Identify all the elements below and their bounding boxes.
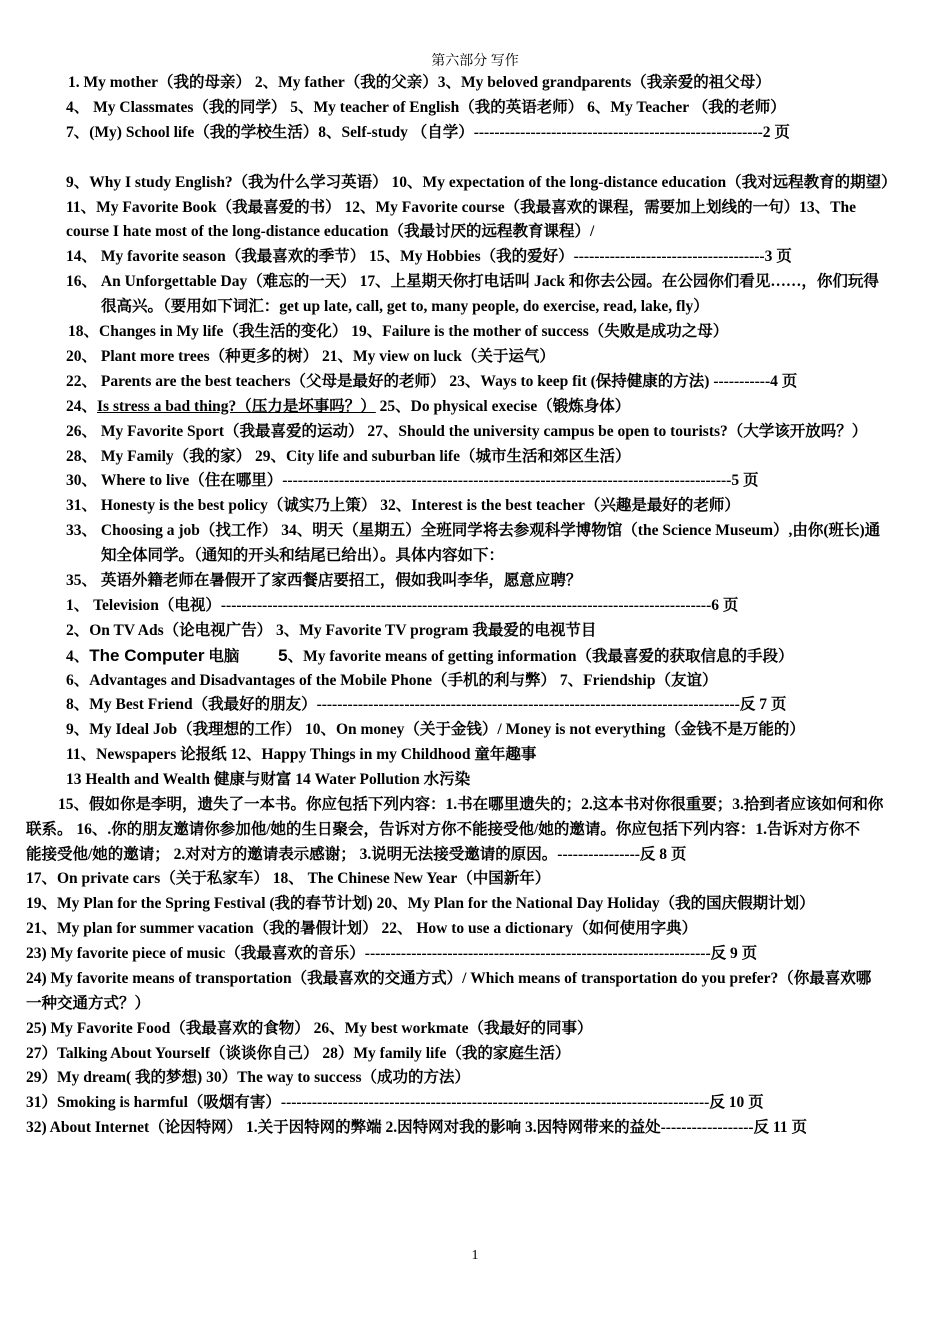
- text-line: 18、Changes in My life（我生活的变化） 19、Failure is the mother of success（失败是成功之母）: [68, 323, 729, 340]
- section-title: 第六部分 写作: [431, 54, 519, 69]
- text-line: 9、Why I study English?（我为什么学习英语） 10、My expectation of the long-distance education（我对远程教育的期望）: [66, 174, 897, 191]
- text-line: 23) My favorite piece of music（我最喜欢的音乐）-------------------------------------------------------------------反 9 页: [26, 945, 758, 962]
- text-line: 28、 My Family（我的家） 29、City life and suburban life（城市生活和郊区生活）: [66, 448, 631, 465]
- text-line: 16、 An Unforgettable Day（难忘的一天） 17、上星期天你打电话叫 Jack 和你去公园。在公园你们看见……，你们玩得: [66, 273, 879, 290]
- text-segment: The Computer: [89, 646, 205, 665]
- text-line: 30、 Where to live（住在哪里）---------------------------------------------------------------------------------------5 页: [66, 472, 759, 489]
- text-segment: 25、Do physical execise（锻炼身体）: [375, 398, 631, 415]
- text-line: [66, 646, 793, 667]
- text-line: 4、 My Classmates（我的同学） 5、My teacher of English（我的英语老师） 6、My Teacher （我的老师）: [66, 99, 786, 116]
- text-line: 7、(My) School life（我的学校生活）8、Self-study （自学）--------------------------------------------------------2 页: [66, 124, 790, 141]
- text-line: 29）My dream( 我的梦想) 30）The way to success（成功的方法）: [26, 1069, 471, 1086]
- page-number: 1: [471, 1248, 479, 1263]
- text-line: 9、My Ideal Job（我理想的工作） 10、On money（关于金钱）/ Money is not everything（金钱不是万能的）: [66, 721, 805, 738]
- text-line: 11、Newspapers 论报纸 12、Happy Things in my Childhood 童年趣事: [66, 746, 537, 763]
- text-line: 31）Smoking is harmful（吸烟有害）-----------------------------------------------------------------------------------反 10 页: [26, 1094, 764, 1111]
- text-line: 33、 Choosing a job（找工作） 34、明天（星期五）全班同学将去参观科学博物馆（the Science Museum）,由你(班长)通: [66, 522, 881, 539]
- text-segment: 、My favorite means of getting information（我最喜爱的获取信息的手段）: [287, 648, 794, 665]
- text-line: 27）Talking About Yourself（谈谈你自己） 28）My family life（我的家庭生活）: [26, 1045, 571, 1062]
- text-line: 31、 Honesty is the best policy（诚实乃上策） 32、Interest is the best teacher（兴趣是最好的老师）: [66, 497, 740, 514]
- underlined-text: Is stress a bad thing?（压力是坏事吗？）: [97, 398, 376, 415]
- text-line: 14、 My favorite season（我最喜欢的季节） 15、My Hobbies（我的爱好）-------------------------------------3 页: [66, 248, 792, 265]
- text-line: 13 Health and Wealth 健康与财富 14 Water Pollution 水污染: [66, 771, 471, 788]
- text-line: 19、My Plan for the Spring Festival (我的春节计划) 20、My Plan for the National Day Holiday（我的国庆假期计划）: [26, 895, 815, 912]
- text-line: 20、 Plant more trees（种更多的树） 21、My view on luck（关于运气）: [66, 348, 555, 365]
- text-line: 21、My plan for summer vacation（我的暑假计划） 22、 How to use a dictionary（如何使用字典）: [26, 920, 698, 937]
- text-segment: 电脑: [204, 648, 279, 665]
- text-segment: 5: [278, 646, 288, 665]
- text-line: 1、 Television（电视）-----------------------------------------------------------------------------------------------6 页: [66, 597, 739, 614]
- text-line: 6、Advantages and Disadvantages of the Mobile Phone（手机的利与弊） 7、Friendship（友谊）: [66, 672, 718, 689]
- text-line: 能接受他/她的邀请； 2.对对方的邀请表示感谢； 3.说明无法接受邀请的原因。----------------反 8 页: [26, 846, 687, 863]
- text-line: 24) My favorite means of transportation（我最喜欢的交通方式）/ Which means of transportation do you prefer?（你最喜欢哪: [26, 970, 872, 987]
- text-line: [66, 397, 630, 417]
- text-line: 很高兴。（要用如下词汇：get up late, call, get to, many people, do exercise, read, lake, fly）: [101, 298, 709, 315]
- text-line: 17、On private cars（关于私家车） 18、 The Chinese New Year（中国新年）: [26, 870, 551, 887]
- text-line: 一种交通方式？）: [26, 995, 151, 1012]
- text-line: 知全体同学。（通知的开头和结尾已给出）。具体内容如下：: [101, 547, 505, 564]
- text-segment: 4、: [66, 648, 90, 665]
- text-line: 26、 My Favorite Sport（我最喜爱的运动） 27、Should the university campus be open to tourists?（大学该开放吗？）: [66, 423, 868, 440]
- text-line: 联系。 16、.你的朋友邀请你参加他/她的生日聚会，告诉对方你不能接受他/她的邀请。你应包括下列内容：1.告诉对方你不: [26, 821, 860, 838]
- text-line: 22、 Parents are the best teachers（父母是最好的老师） 23、Ways to keep fit (保持健康的方法) -----------4 页: [66, 373, 798, 390]
- text-line: 2、On TV Ads（论电视广告） 3、My Favorite TV program 我最爱的电视节目: [66, 622, 597, 639]
- text-line: 35、 英语外籍老师在暑假开了家西餐店要招工，假如我叫李华，愿意应聘？: [66, 572, 582, 589]
- text-segment: 24、: [66, 398, 98, 415]
- text-line: 32) About Internet（论因特网） 1.关于因特网的弊端 2.因特网对我的影响 3.因特网带来的益处------------------反 11 页: [26, 1119, 807, 1136]
- text-line: 8、My Best Friend（我最好的朋友）----------------------------------------------------------------------------------反 7 页: [66, 696, 787, 713]
- text-line: 25) My Favorite Food（我最喜欢的食物） 26、My best workmate（我最好的同事）: [26, 1020, 593, 1037]
- text-line: course I hate most of the long-distance education（我最讨厌的远程教育课程）/: [66, 223, 595, 240]
- text-line: 1. My mother（我的母亲） 2、My father（我的父亲）3、My beloved grandparents（我亲爱的祖父母）: [68, 74, 771, 91]
- text-line: 11、My Favorite Book（我最喜爱的书） 12、My Favorite course（我最喜欢的课程，需要加上划线的一句）13、The: [66, 199, 857, 216]
- text-line: 15、假如你是李明，遗失了一本书。你应包括下列内容：1.书在哪里遗失的；2.这本书对你很重要；3.拾到者应该如何和你: [58, 796, 884, 813]
